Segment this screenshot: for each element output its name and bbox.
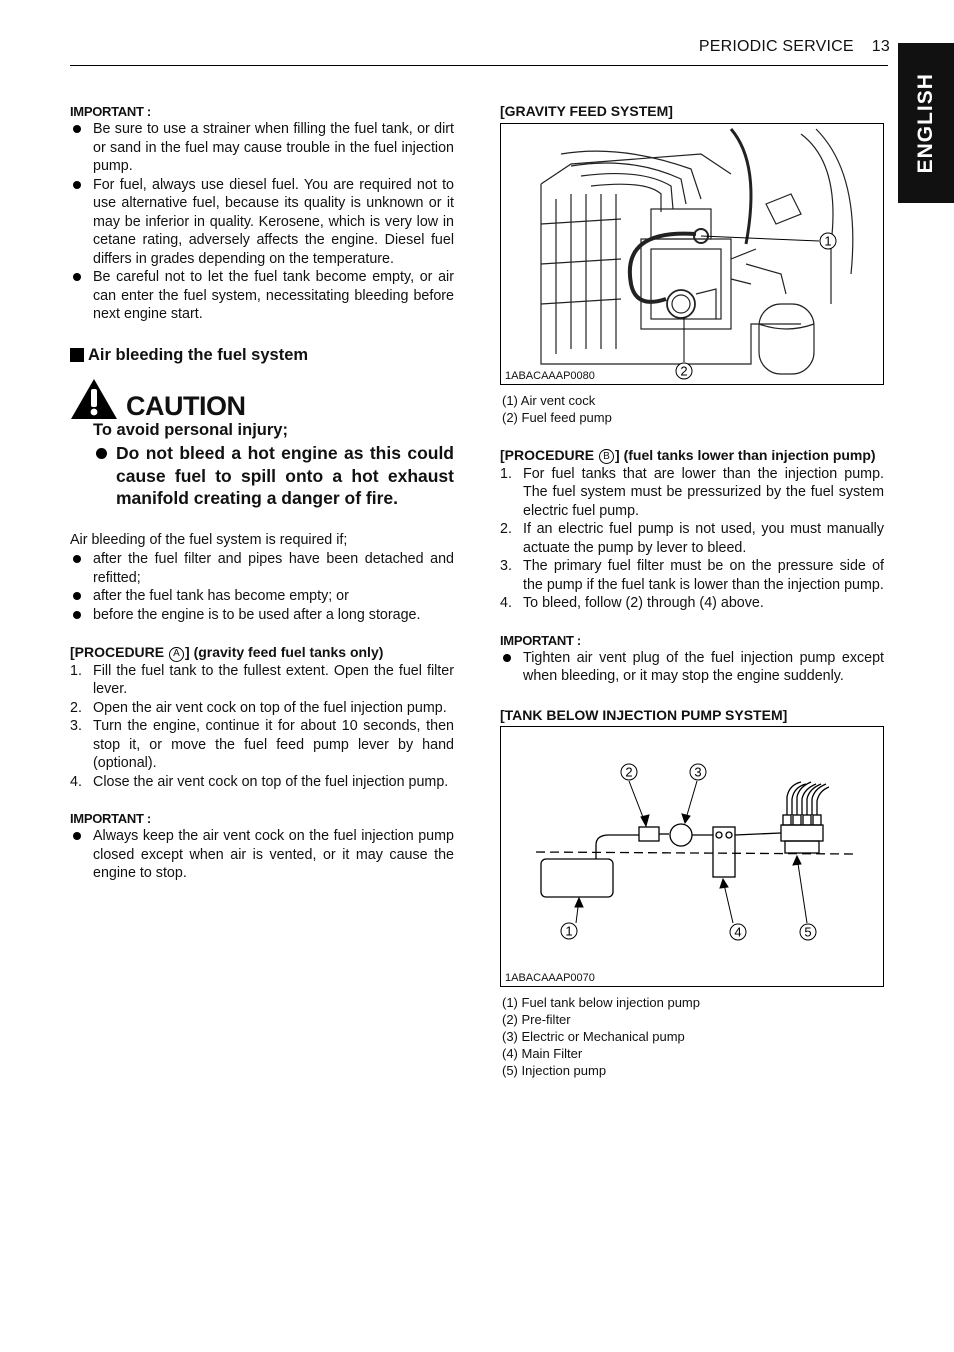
list-item: after the fuel tank has become empty; or bbox=[70, 587, 454, 606]
page-number: 13 bbox=[871, 38, 890, 55]
list-item: after the fuel filter and pipes have been detached and refitted; bbox=[70, 550, 454, 587]
gravity-feed-figure bbox=[500, 123, 884, 385]
legend-item: (4) Main Filter bbox=[502, 1046, 583, 1061]
legend-item: (5) Injection pump bbox=[502, 1063, 607, 1078]
caution-word: CAUTION bbox=[126, 391, 246, 421]
tank-below-figure bbox=[500, 726, 884, 987]
procedure-a-prefix: [PROCEDURE bbox=[70, 644, 165, 660]
callout-5: 5 bbox=[804, 924, 812, 940]
step-number: 4. bbox=[70, 773, 82, 790]
step-number: 2. bbox=[500, 521, 512, 537]
caution-subtitle: To avoid personal injury; bbox=[93, 421, 288, 439]
legend-item: (3) Electric or Mechanical pump bbox=[502, 1029, 685, 1044]
procedure-b-steps bbox=[500, 465, 884, 613]
list-item: For fuel, always use diesel fuel. You are required not to use alternative fuel, because its quality is unknown or it may be inferior in quality. Kerosene, which is very low in cetane rating, adversely affects the engine. Diesel fuel differs in grades depending on the temperature. bbox=[70, 176, 454, 269]
section-title: Air bleeding the fuel system bbox=[88, 345, 309, 364]
step-number: 1. bbox=[70, 662, 82, 679]
important-list-1 bbox=[70, 120, 454, 324]
language-tab-label: ENGLISH bbox=[913, 72, 937, 174]
step-number: 4. bbox=[500, 595, 512, 611]
figure-title: [TANK BELOW INJECTION PUMP SYSTEM] bbox=[500, 706, 788, 723]
figure-legend bbox=[500, 392, 884, 426]
callout-1: 1 bbox=[565, 923, 573, 939]
procedure-a-steps bbox=[70, 662, 454, 792]
section-heading bbox=[70, 346, 454, 365]
figure-title: [GRAVITY FEED SYSTEM] bbox=[500, 103, 673, 119]
procedure-b-prefix: [PROCEDURE bbox=[500, 446, 595, 463]
step-text: For fuel tanks that are lower than the injection pump. The fuel system must be pressurized by the fuel system electric fuel pump. bbox=[523, 465, 884, 519]
list-item bbox=[70, 773, 454, 792]
legend-item: (2) Pre-filter bbox=[502, 1012, 571, 1027]
list-item bbox=[70, 717, 454, 773]
right-column bbox=[500, 102, 884, 1079]
step-text: Close the air vent cock on top of the fuel injection pump. bbox=[93, 773, 449, 790]
section-running-title: PERIODIC SERVICE bbox=[698, 38, 854, 55]
callout-2: 2 bbox=[625, 764, 633, 780]
step-number: 3. bbox=[70, 718, 82, 734]
list-item bbox=[70, 662, 454, 699]
figure-code: 1ABACAAAP0070 bbox=[505, 972, 595, 984]
list-item bbox=[70, 699, 454, 718]
legend-item: (1) Air vent cock bbox=[502, 392, 596, 408]
figure-legend bbox=[500, 994, 884, 1079]
figure-code: 1ABACAAAP0080 bbox=[505, 369, 595, 382]
list-item: Be sure to use a strainer when filling the fuel tank, or dirt or sand in the fuel may cause trouble in the fuel injection pump. bbox=[70, 120, 454, 176]
step-text: If an electric fuel pump is not used, you must manually actuate the pump by lever to bleed. bbox=[523, 521, 884, 556]
procedure-b-suffix: ] (fuel tanks lower than injection pump) bbox=[615, 446, 876, 463]
circled-a-icon: A bbox=[169, 647, 184, 662]
list-item bbox=[500, 594, 884, 613]
important-label: IMPORTANT : bbox=[70, 104, 151, 119]
important-label: IMPORTANT : bbox=[500, 632, 581, 648]
step-text: Open the air vent cock on top of the fuel injection pump. bbox=[93, 699, 447, 716]
header-rule bbox=[70, 65, 888, 66]
list-item: Be careful not to let the fuel tank become empty, or air can enter the fuel system, necessitating bleeding before next engine start. bbox=[70, 268, 454, 324]
legend-item: (1) Fuel tank below injection pump bbox=[502, 995, 700, 1010]
square-bullet-icon bbox=[70, 348, 84, 362]
step-text: Fill the fuel tank to the fullest extent. Open the fuel filter lever. bbox=[93, 662, 454, 697]
procedure-a-suffix: ] (gravity feed fuel tanks only) bbox=[185, 644, 384, 660]
list-item: Do not bleed a hot engine as this could cause fuel to spill onto a hot exhaust manifold creating a danger of fire. bbox=[93, 442, 454, 510]
important-list-3 bbox=[500, 649, 884, 686]
caution-heading bbox=[70, 376, 454, 420]
important-list-2 bbox=[70, 827, 454, 883]
list-item bbox=[500, 465, 884, 521]
important-label: IMPORTANT : bbox=[70, 811, 151, 826]
callout-1: 1 bbox=[824, 233, 832, 248]
caution-list bbox=[93, 442, 454, 510]
left-column bbox=[70, 104, 454, 883]
list-item: Tighten air vent plug of the fuel injection pump except when bleeding, or it may stop the engine suddenly. bbox=[500, 649, 884, 686]
legend-item: (2) Fuel feed pump bbox=[502, 409, 612, 425]
warning-triangle-icon bbox=[70, 378, 118, 420]
procedure-b-heading bbox=[500, 445, 884, 465]
callout-3: 3 bbox=[694, 764, 702, 780]
language-tab bbox=[898, 43, 954, 203]
step-number: 3. bbox=[500, 558, 512, 574]
step-text: Turn the engine, continue it for about 10 seconds, then stop it, or move the fuel feed pump lever by hand (optional). bbox=[93, 718, 454, 771]
page-header bbox=[560, 38, 890, 57]
list-item: before the engine is to be used after a long storage. bbox=[70, 606, 454, 625]
callout-4: 4 bbox=[734, 924, 742, 940]
fuel-system-diagram bbox=[501, 727, 883, 986]
intro-list bbox=[70, 550, 454, 624]
caution-body bbox=[70, 420, 454, 510]
list-item bbox=[500, 557, 884, 594]
step-number: 1. bbox=[500, 465, 512, 482]
circled-b-icon: B bbox=[599, 449, 614, 464]
intro-paragraph: Air bleeding of the fuel system is required if; bbox=[70, 531, 348, 548]
procedure-a-heading bbox=[70, 643, 454, 662]
step-text: The primary fuel filter must be on the pressure side of the pump if the fuel tank is lower than the injection pump. bbox=[523, 558, 884, 593]
list-item: Always keep the air vent cock on the fuel injection pump closed except when air is vented, or it may cause the engine to stop. bbox=[70, 827, 454, 883]
callout-2: 2 bbox=[680, 363, 688, 378]
step-text: To bleed, follow (2) through (4) above. bbox=[523, 595, 764, 611]
step-number: 2. bbox=[70, 699, 82, 716]
engine-illustration bbox=[501, 124, 883, 384]
list-item bbox=[500, 520, 884, 557]
